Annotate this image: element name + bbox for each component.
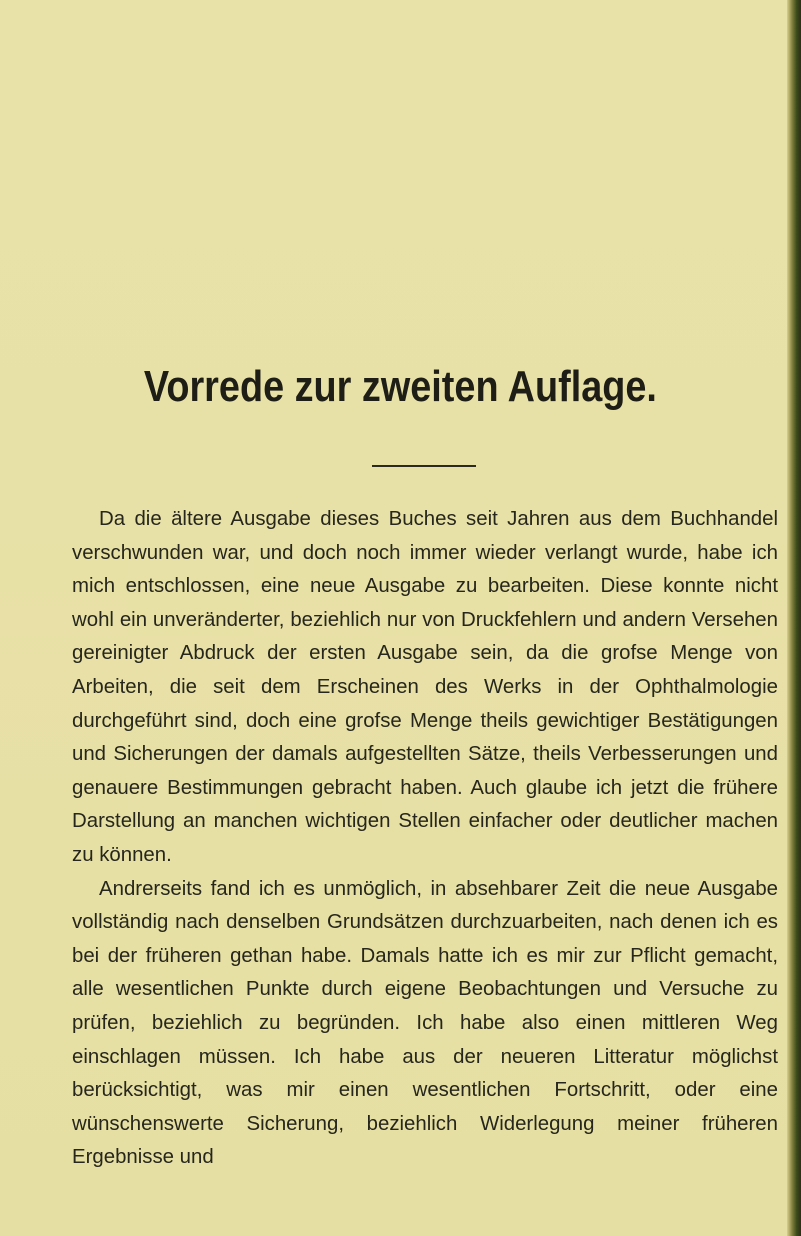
body-text [72, 503, 778, 1175]
paragraph-2: Andrerseits fand ich es unmöglich, in absehbarer Zeit die neue Ausgabe vollständig nach denselben Grundsätzen durchzuarbeiten, nach denen ich es bei der früheren gethan habe. Damals hatte ich es mir zur Pflicht gemacht, alle wesentlichen Punkte durch eigene Beobachtungen und Versuche zu prüfen, beziehlich zu begründen. Ich habe also einen mittleren Weg einschlagen müssen. Ich habe aus der neueren Litteratur möglichst berücksichtigt, was mir einen wesentlichen Fortschritt, oder eine wünschenswerte Sicherung, beziehlich Widerlegung meiner früheren Ergebnisse und [72, 877, 778, 1169]
paragraph-1: Da die ältere Ausgabe dieses Buches seit Jahren aus dem Buchhandel verschwunden war, und doch noch immer wieder verlangt wurde, habe ich mich entschlossen, eine neue Ausgabe zu bearbeiten. Diese konnte nicht wohl ein unveränderter, beziehlich nur von Druckfehlern und andern Versehen gereinigter Abdruck der ersten Ausgabe sein, da die grofse Menge von Arbeiten, die seit dem Erscheinen des Werks in der Ophthalmologie durchgeführt sind, doch eine grofse Menge theils gewichtiger Bestätigungen und Sicherungen der damals aufgestellten Sätze, theils Verbesserungen und genauere Bestimmungen gebracht haben. Auch glaube ich jetzt die frühere Darstellung an manchen wichtigen Stellen einfacher oder deutlicher machen zu können. [72, 508, 778, 866]
page-title: Vorrede zur zweiten Auflage. [143, 362, 657, 411]
title-divider [372, 465, 476, 467]
page-edge [787, 0, 801, 1236]
show-through-texture [120, 60, 760, 330]
